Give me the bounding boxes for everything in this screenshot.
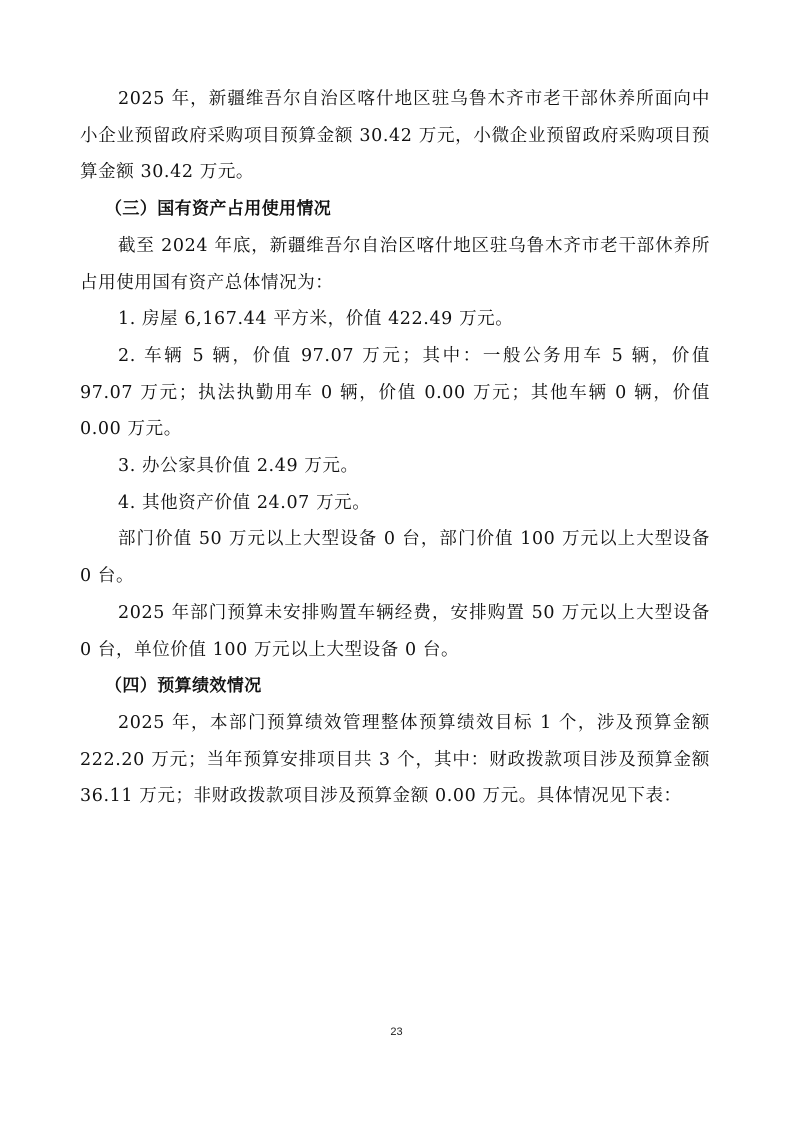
paragraph-purchase-plan: 2025 年部门预算未安排购置车辆经费，安排购置 50 万元以上大型设备 0 台，单位价值 100 万元以上大型设备 0 台。 bbox=[80, 602, 710, 660]
section-heading-budget-performance: （四）预算绩效情况 bbox=[105, 676, 262, 697]
paragraph-performance-summary: 2025 年，本部门预算绩效管理整体预算绩效目标 1 个，涉及预算金额 222.20 万元；当年预算安排项目共 3 个，其中：财政拨款项目涉及预算金额 36.11 万元；非财政拨款项目涉及预算金额 0.00 万元。具体情况见下表： bbox=[80, 712, 710, 807]
paragraph-assets-vehicles: 2. 车辆 5 辆，价值 97.07 万元；其中：一般公务用车 5 辆，价值 97.07 万元；执法执勤用车 0 辆，价值 0.00 万元；其他车辆 0 辆，价值 0.00 万元。 bbox=[80, 345, 710, 440]
paragraph-large-equipment: 部门价值 50 万元以上大型设备 0 台，部门价值 100 万元以上大型设备 0 台。 bbox=[80, 529, 710, 587]
paragraph-assets-other: 4. 其他资产价值 24.07 万元。 bbox=[118, 492, 371, 513]
paragraph-assets-buildings: 1. 房屋 6,167.44 平方米，价值 422.49 万元。 bbox=[118, 309, 514, 330]
section-heading-state-assets: （三）国有资产占用使用情况 bbox=[105, 199, 332, 220]
document-body bbox=[80, 81, 710, 815]
page-number: 23 bbox=[390, 1026, 403, 1038]
paragraph-assets-intro: 截至 2024 年底，新疆维吾尔自治区喀什地区驻乌鲁木齐市老干部休养所占用使用国有资产总体情况为： bbox=[80, 235, 710, 293]
paragraph-assets-furniture: 3. 办公家具价值 2.49 万元。 bbox=[118, 456, 359, 477]
paragraph-procurement-reserve: 2025 年，新疆维吾尔自治区喀什地区驻乌鲁木齐市老干部休养所面向中小企业预留政府采购项目预算金额 30.42 万元，小微企业预留政府采购项目预算金额 30.42 万元。 bbox=[80, 89, 710, 183]
